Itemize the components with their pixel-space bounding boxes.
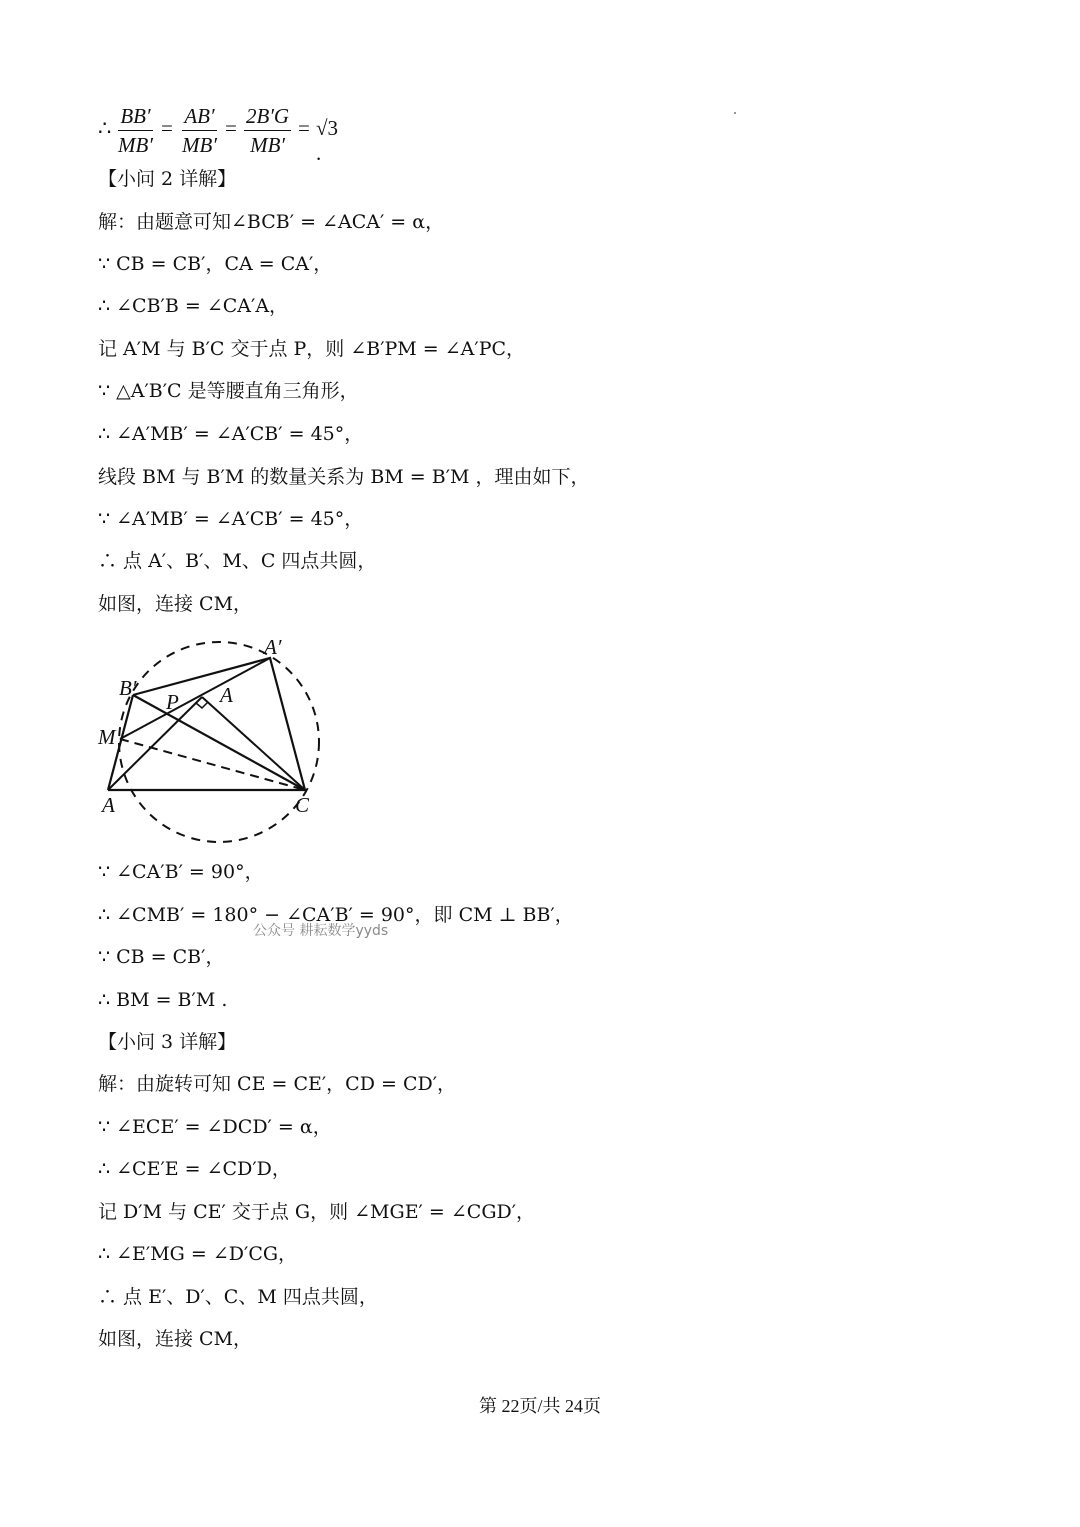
- geometry-figure: [92, 632, 332, 852]
- label-a: A: [102, 793, 115, 817]
- sqrt3-result: √3 .: [316, 116, 339, 165]
- segment-a-a-inner: [108, 697, 202, 790]
- q3-line-3: ∴ ∠CE′E = ∠CD′D，: [98, 1158, 291, 1180]
- equals-sign-3: =: [298, 116, 310, 140]
- q2-line-8: ∵ ∠A′MB′ = ∠A′CB′ = 45°，: [98, 508, 364, 530]
- fraction-1-denominator: MB′: [118, 133, 153, 157]
- fraction-1: [118, 102, 153, 159]
- q3-line-4: 记 D′M 与 CE′ 交于点 G，则 ∠MGE′ = ∠CGD′，: [98, 1201, 536, 1223]
- q2-after-line-2: ∴ ∠CMB′ = 180° − ∠CA′B′ = 90°，即 CM ⊥ BB′，: [98, 904, 574, 926]
- q2-after-line-4: ∴ BM = B′M .: [98, 989, 228, 1011]
- label-m: M: [98, 725, 116, 749]
- fraction-2: [182, 102, 217, 159]
- right-angle-mark: [196, 702, 208, 708]
- therefore-symbol: ∴: [98, 116, 112, 140]
- watermark: 公众号 耕耘数学yyds: [253, 923, 389, 939]
- q2-line-9: ∴ 点 A′、B′、M、C 四点共圆，: [98, 550, 377, 572]
- q2-line-2: ∵ CB = CB′，CA = CA′，: [98, 253, 333, 275]
- label-a-prime: A′: [264, 635, 282, 659]
- q3-line-1: 解：由旋转可知 CE = CE′，CD = CD′，: [98, 1073, 457, 1095]
- label-c: C: [295, 793, 310, 817]
- stray-dot: [734, 112, 736, 114]
- q2-line-7: 线段 BM 与 B′M 的数量关系为 BM = B′M ，理由如下，: [98, 466, 590, 488]
- triangle-a-prime-b-prime-c: [133, 658, 305, 790]
- equals-sign-2: =: [225, 116, 237, 140]
- fraction-2-numerator: AB′: [182, 102, 217, 131]
- fraction-3-numerator: 2B′G: [244, 102, 291, 131]
- q2-line-3: ∴ ∠CB′B = ∠CA′A，: [98, 295, 289, 317]
- label-a-inner: A: [220, 683, 233, 707]
- q2-line-6: ∴ ∠A′MB′ = ∠A′CB′ = 45°，: [98, 423, 364, 445]
- fraction-1-numerator: BB′: [118, 102, 153, 131]
- label-p: P: [166, 690, 179, 714]
- q3-line-6: ∴ 点 E′、D′、C、M 四点共圆，: [98, 1286, 378, 1308]
- q2-line-1: 解：由题意可知∠BCB′ = ∠ACA′ = α，: [98, 211, 445, 233]
- q2-line-10: 如图，连接 CM，: [98, 593, 253, 615]
- q3-line-5: ∴ ∠E′MG = ∠D′CG，: [98, 1243, 298, 1265]
- q3-line-7: 如图，连接 CM，: [98, 1328, 253, 1350]
- q2-heading: 【小问 2 详解】: [98, 168, 237, 190]
- segment-m-a-prime: [120, 658, 270, 739]
- fraction-2-denominator: MB′: [182, 133, 217, 157]
- label-b-prime: B′: [119, 676, 137, 700]
- q2-line-5: ∵ △A′B′C 是等腰直角三角形，: [98, 380, 359, 402]
- q2-line-4: 记 A′M 与 B′C 交于点 P，则 ∠B′PM = ∠A′PC，: [98, 338, 526, 360]
- fraction-3-denominator: MB′: [250, 133, 285, 157]
- fraction-3: [244, 102, 291, 159]
- q3-heading: 【小问 3 详解】: [98, 1031, 237, 1053]
- equals-sign-1: =: [161, 116, 173, 140]
- page-footer: 第 22页/共 24页: [478, 1396, 601, 1416]
- q3-line-2: ∵ ∠ECE′ = ∠DCD′ = α，: [98, 1116, 332, 1138]
- q2-after-line-3: ∵ CB = CB′，: [98, 946, 225, 968]
- q2-after-line-1: ∵ ∠CA′B′ = 90°，: [98, 861, 264, 883]
